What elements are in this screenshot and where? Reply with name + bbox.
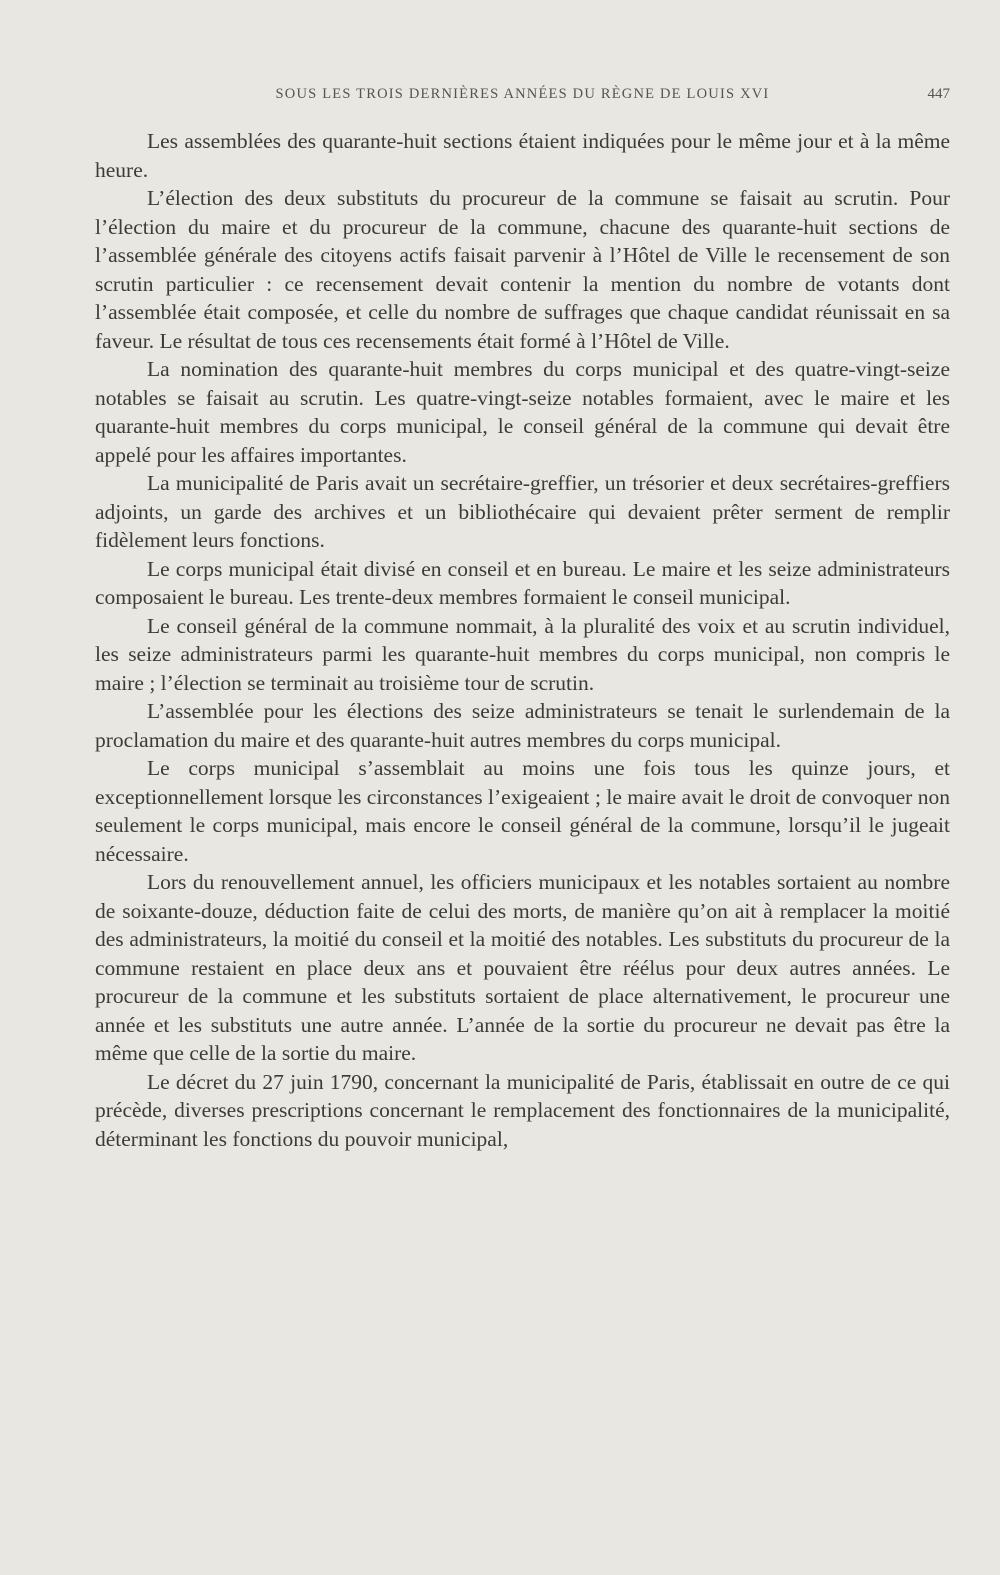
paragraph: Le décret du 27 juin 1790, concernant la municipalité de Paris, établissait en outre de ce qui précède, diverses prescriptions concernant le remplacement des fonctionnaires de la municipalité, déterminant les fonctions du pouvoir municipal, <box>95 1069 950 1151</box>
paragraph: Les assemblées des quarante-huit sections étaient indiquées pour le même jour et à la même heure. <box>95 129 950 182</box>
paragraph: La municipalité de Paris avait un secrétaire-greffier, un trésorier et deux secrétaires-greffiers adjoints, un garde des archives et un bibliothécaire qui devaient prêter serment de remplir fidèlement leurs fonctions. <box>95 471 950 552</box>
body-text <box>95 127 950 1153</box>
paragraph: L’élection des deux substituts du procureur de la commune se faisait au scrutin. Pour l’élection du maire et du procureur de la commune, chacune des quarante-huit sections de l’assemblée générale des citoyens actifs faisait parvenir à l’Hôtel de Ville le recensement de son scrutin particulier : ce recensement devait contenir la mention du nombre de votants dont l’assemblée était composée, et celle du nombre de suffrages que chaque candidat réunissait en sa faveur. Le résultat de tous ces recensements était formé à l’Hôtel de Ville. <box>95 186 950 353</box>
page-number: 447 <box>927 86 950 102</box>
paragraph: Lors du renouvellement annuel, les officiers municipaux et les notables sortaient au nombre de soixante-douze, déduction faite de celui des morts, de manière qu’on ait à remplacer la moitié des administrateurs, la moitié du conseil et la moitié des notables. Les substituts du procureur de la commune restaient en place deux ans et pouvaient être réélus pour deux autres années. Le procureur de la commune et les substituts sortaient de place alternativement, le procureur une année et les substituts une autre année. L’année de la sortie du procureur ne devait pas être la même que celle de la sortie du maire. <box>95 870 950 1065</box>
paragraph: Le corps municipal s’assemblait au moins une fois tous les quinze jours, et exceptionnellement lorsque les circonstances l’exigeaient ; le maire avait le droit de convoquer non seulement le corps municipal, mais encore le conseil général de la commune, lorsqu’il le jugeait nécessaire. <box>95 756 950 866</box>
paragraph: Le conseil général de la commune nommait, à la pluralité des voix et au scrutin individuel, les seize administrateurs parmi les quarante-huit membres du corps municipal, non compris le maire ; l’élection se terminait au troisième tour de scrutin. <box>95 613 950 695</box>
paragraph: Le corps municipal était divisé en conseil et en bureau. Le maire et les seize administrateurs composaient le bureau. Les trente-deux membres formaient le conseil municipal. <box>95 556 950 609</box>
paragraph: La nomination des quarante-huit membres du corps municipal et des quatre-vingt-seize notables se faisait au scrutin. Les quatre-vingt-seize notables formaient, avec le maire et les quarante-huit membres du corps municipal, le conseil général de la commune qui devait être appelé pour les affaires importantes. <box>95 357 950 467</box>
paragraph: L’assemblée pour les élections des seize administrateurs se tenait le surlendemain de la proclamation du maire et des quarante-huit autres membres du corps municipal. <box>95 699 950 752</box>
page-header <box>95 86 950 108</box>
running-title: SOUS LES TROIS DERNIÈRES ANNÉES DU RÈGNE DE LOUIS XVI <box>275 86 770 102</box>
